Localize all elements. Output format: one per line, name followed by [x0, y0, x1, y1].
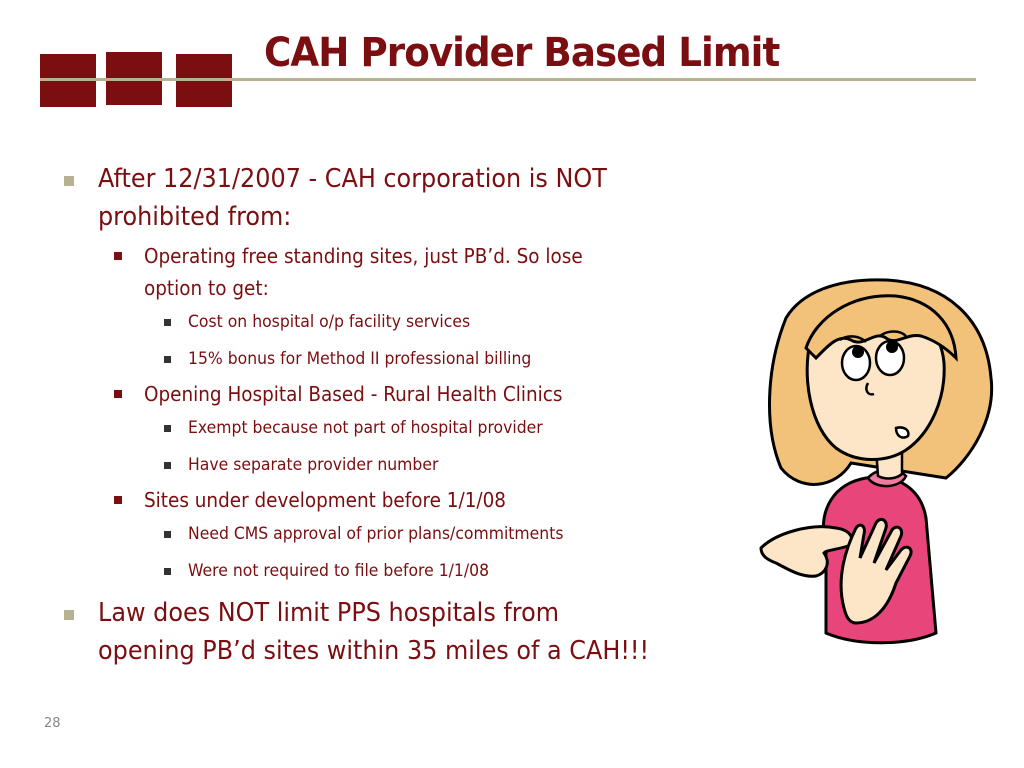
- bullet-text: Were not required to file before 1/1/08: [188, 561, 490, 581]
- bullet-square-icon: [164, 319, 171, 326]
- bullet-text: Opening Hospital Based - Rural Health Clinics: [144, 382, 563, 406]
- slide-title: CAH Provider Based Limit: [264, 30, 780, 76]
- bullet-square-icon: [64, 610, 74, 620]
- bullet-text: Have separate provider number: [188, 455, 439, 475]
- bullet-level1: [60, 160, 760, 236]
- bullet-text: Sites under development before 1/1/08: [144, 488, 507, 512]
- bullet-square-icon: [164, 425, 171, 432]
- bullet-level1: [60, 594, 760, 670]
- bullet-square-icon: [114, 390, 122, 398]
- slide-number: 28: [44, 716, 61, 731]
- bullet-text: Operating free standing sites, just PB’d. So lose: [144, 244, 583, 268]
- bullet-text: Law does NOT limit PPS hospitals from: [98, 598, 560, 628]
- bullet-square-icon: [164, 568, 171, 575]
- slide-content: [60, 160, 760, 674]
- bullet-level3: [164, 341, 760, 378]
- bullet-square-icon: [64, 176, 74, 186]
- bullet-level3: [164, 447, 760, 484]
- bullet-text: opening PB’d sites within 35 miles of a CAH!!!: [98, 636, 650, 666]
- bullet-level3: [164, 553, 760, 590]
- bullet-text: Cost on hospital o/p facility services: [188, 312, 471, 332]
- bullet-level2: [106, 240, 760, 304]
- bullet-text: Need CMS approval of prior plans/commitments: [188, 524, 564, 544]
- bullet-level3: [164, 516, 760, 553]
- bullet-text: option to get:: [144, 276, 269, 300]
- bullet-level3: [164, 304, 760, 341]
- bullet-square-icon: [164, 356, 171, 363]
- bullet-level3: [164, 410, 760, 447]
- bullet-level2: [106, 484, 760, 516]
- bullet-text: 15% bonus for Method II professional billing: [188, 349, 532, 369]
- bullet-square-icon: [164, 462, 171, 469]
- bullet-text: After 12/31/2007 - CAH corporation is NOT: [98, 164, 607, 194]
- title-rule: [40, 78, 976, 81]
- bullet-text: Exempt because not part of hospital provider: [188, 418, 543, 438]
- bullet-square-icon: [164, 531, 171, 538]
- bullet-square-icon: [114, 252, 122, 260]
- bullet-text: prohibited from:: [98, 202, 292, 232]
- bullet-square-icon: [114, 496, 122, 504]
- worried-girl-clipart-icon: [756, 278, 1006, 648]
- bullet-level2: [106, 378, 760, 410]
- title-decoration: [36, 52, 236, 110]
